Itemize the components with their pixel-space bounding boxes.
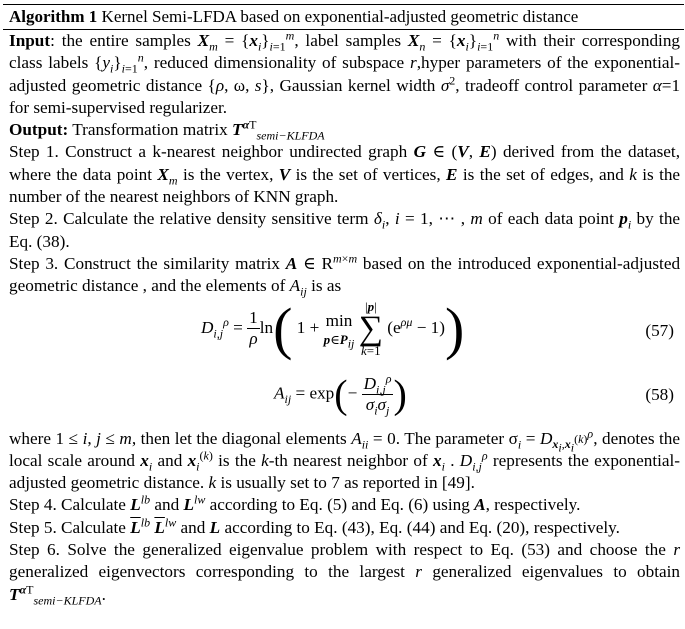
equation-57-number: (57)	[645, 320, 674, 340]
algorithm-box	[3, 4, 684, 606]
equation-57-body: $D_{i,j}^\rho$ = $\frac{1}{\rho}$ ln( 1 + min $p\in P_{ij}$ |p| ∑ k=1 $(e^{\rho\mu} - 1)$)	[201, 295, 465, 361]
input-paragraph: Input: the entire samples $X_m = \{x_i\}_{i=1}^m$, label samples $X_n = \{x_i\}_{i=1}^n$ with their corresponding class labels $\{y_i\}_{i=1}^n$, reduced dimensionality of subspace r,hyper parameters of the exponential-adjusted geometric distance {ρ, ω, s}, Gaussian kernel width $\sigma^2$, tradeoff control parameter α=1 for semi-supervised regularizer.	[9, 28, 681, 117]
step-5: Step 5. Calculate $\overline{L}^{lb}$ $\overline{L}^{lw}$ and L according to Eq. (43), Eq. (44) and Eq. (20), respectively.	[9, 515, 620, 537]
algorithm-title	[3, 5, 684, 29]
where-paragraph: where 1 ≤ i, j ≤ m, then let the diagonal elements $A_{ii} = 0$. The parameter $\sigma_i = D_{x_i,x_i^{(k)}}^\rho$, denotes the local scale around $x_i$ and $x_i^{(k)}$ is the k-th nearest neighbor of $x_i$ . $D_{i,j}^\rho$ represents the exponential-adjusted geometric distance. k is usually set to 7 as reported in [49].	[9, 425, 681, 493]
output-label: Output:	[9, 120, 69, 140]
step-3: Step 3. Construct the similarity matrix A ∈ $R^{m\times m}$ based on the introduced exponential-adjusted geometric distance , and the elements of $A_{ij}$ is as	[9, 251, 681, 299]
step-4: Step 4. Calculate $L^{lb}$ and $L^{lw}$ according to Eq. (5) and Eq. (6) using A, respectively.	[9, 492, 581, 515]
algorithm-body	[3, 30, 684, 606]
step-2: Step 2. Calculate the relative density sensitive term $\delta_i$, i = 1, ⋯ , m of each data point $p_i$ by the Eq. (38).	[9, 209, 681, 251]
algorithm-label: Algorithm 1	[9, 7, 98, 26]
equation-58-number: (58)	[645, 384, 674, 404]
output-paragraph: Output: Transformation matrix $T^{\alpha T}_{semi-KLFDA}$	[9, 117, 325, 143]
step-6: Step 6. Solve the generalized eigenvalue problem with respect to Eq. (53) and choose the r generalized eigenvectors corresponding to the largest r generalized eigenvalues to obtain $T^{\alpha T}_{semi-KLFDA}$.	[9, 540, 681, 608]
step-1: Step 1. Construct a k-nearest neighbor undirected graph G ∈ (V, E) derived from the dataset, where the data point $X_m$ is the vertex, V is the set of vertices, E is the set of edges, and k is the number of the nearest neighbors of KNN graph.	[9, 142, 681, 207]
equation-57	[9, 295, 680, 372]
input-label: Input	[9, 31, 51, 50]
equation-58	[9, 372, 680, 428]
equation-58-body: $A_{ij} = \exp(-$ $\frac{D_{i,j}^\rho}{\sigma_i\sigma_j}$ )	[274, 370, 407, 417]
algorithm-title-text: Kernel Semi-LFDA based on exponential-adjusted geometric distance	[101, 7, 579, 26]
